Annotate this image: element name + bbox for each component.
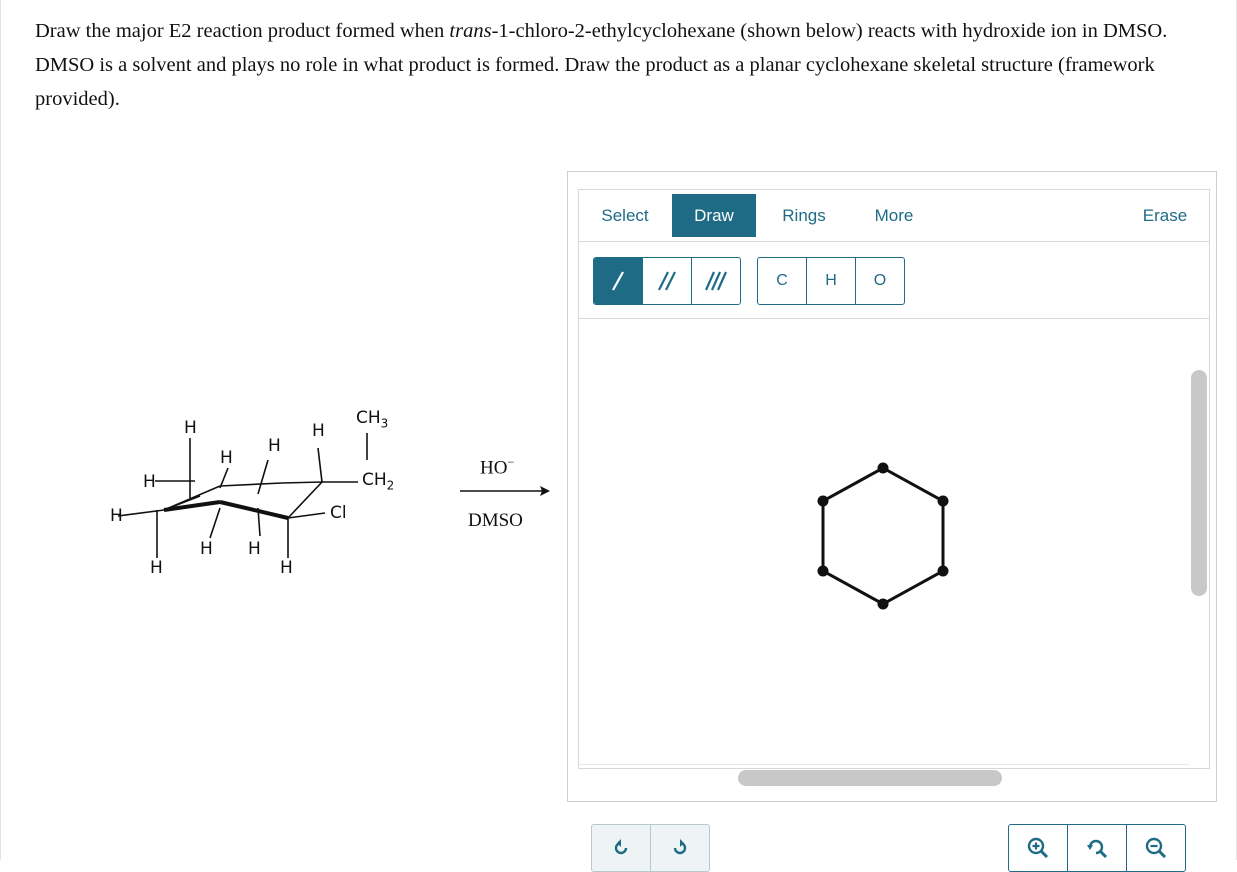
reagent-charge: −: [507, 455, 515, 469]
single-bond-button[interactable]: [594, 258, 643, 304]
double-bond-icon: [656, 269, 678, 293]
framework-atom[interactable]: [878, 599, 889, 610]
structure-editor: [567, 171, 1217, 802]
cyclohexane-framework[interactable]: [813, 457, 953, 617]
undo-button[interactable]: [592, 825, 651, 871]
methyl-text: $CH_3$: [356, 408, 389, 431]
hydrogen-label: H: [268, 436, 281, 456]
vertical-scrollbar[interactable]: [1191, 370, 1207, 596]
chlorine-label: Cl: [330, 503, 347, 523]
zoom-in-icon: [1027, 837, 1049, 859]
framework-atom[interactable]: [938, 566, 949, 577]
atom-tool-group: [757, 257, 905, 305]
zoom-group: [1008, 824, 1186, 872]
drawing-canvas[interactable]: [579, 319, 1189, 765]
triple-bond-button[interactable]: [692, 258, 740, 304]
hydrogen-label: H: [150, 558, 163, 578]
redo-icon: [671, 839, 689, 857]
menu-erase[interactable]: Erase: [1142, 206, 1188, 225]
reagent-solvent: DMSO: [468, 510, 523, 531]
hydrogen-label: H: [184, 418, 197, 438]
zoom-in-button[interactable]: [1009, 825, 1068, 871]
methylene-text: $CH_2$: [362, 470, 395, 493]
hydrogen-label: H: [248, 539, 261, 559]
atom-carbon-button[interactable]: C: [758, 258, 807, 304]
history-group: [591, 824, 710, 872]
single-bond-icon: [608, 269, 628, 293]
reactant-chair-structure: [100, 398, 430, 588]
question-compound-stereo: trans: [449, 20, 492, 42]
menu-more[interactable]: More: [874, 206, 914, 225]
atom-oxygen-button[interactable]: O: [873, 272, 887, 289]
hydrogen-label: H: [200, 539, 213, 559]
zoom-reset-button[interactable]: [1068, 825, 1127, 871]
triple-bond-icon: [704, 269, 728, 293]
framework-atom[interactable]: [878, 463, 889, 474]
methylene-label: [362, 472, 394, 491]
reagent-hydroxide: [480, 455, 514, 479]
menu-draw[interactable]: Draw: [672, 194, 756, 237]
bond-tool-group: [593, 257, 741, 305]
hydrogen-label: H: [280, 558, 293, 578]
framework-atom[interactable]: [818, 496, 829, 507]
double-bond-button[interactable]: [643, 258, 692, 304]
menu-select[interactable]: Select: [601, 206, 649, 225]
reagent-hydroxide-text: HO: [480, 457, 508, 479]
hydrogen-label: H: [220, 448, 233, 468]
editor-menubar: [579, 190, 1209, 242]
framework-atom[interactable]: [938, 496, 949, 507]
reaction-arrow: [460, 484, 550, 498]
horizontal-scrollbar[interactable]: [738, 770, 1002, 786]
hydrogen-label: H: [143, 472, 156, 492]
question-text: [35, 14, 1225, 116]
question-suffix: -1-chloro-2-ethylcyclohexane (shown below) reacts with hydroxide ion in DMSO. DMSO is a solvent and plays no role in what product is formed. Draw the product as a planar cyclohexane skeletal structure (framework provided).: [35, 20, 1168, 110]
hydrogen-label: H: [312, 421, 325, 441]
hydrogen-label: H: [110, 506, 123, 526]
zoom-reset-icon: [1086, 837, 1108, 859]
editor-panel: [578, 189, 1210, 769]
question-prefix: Draw the major E2 reaction product formed when: [35, 20, 450, 42]
atom-hydrogen-button[interactable]: H: [807, 258, 856, 304]
methyl-label: [356, 410, 388, 429]
zoom-out-button[interactable]: [1127, 825, 1185, 871]
zoom-out-icon: [1145, 837, 1167, 859]
framework-atom[interactable]: [818, 566, 829, 577]
menu-rings[interactable]: Rings: [782, 206, 826, 225]
editor-toolbar: [579, 242, 1209, 319]
redo-button[interactable]: [651, 825, 709, 871]
undo-icon: [612, 839, 630, 857]
canvas-bottom-edge: [579, 764, 1189, 765]
